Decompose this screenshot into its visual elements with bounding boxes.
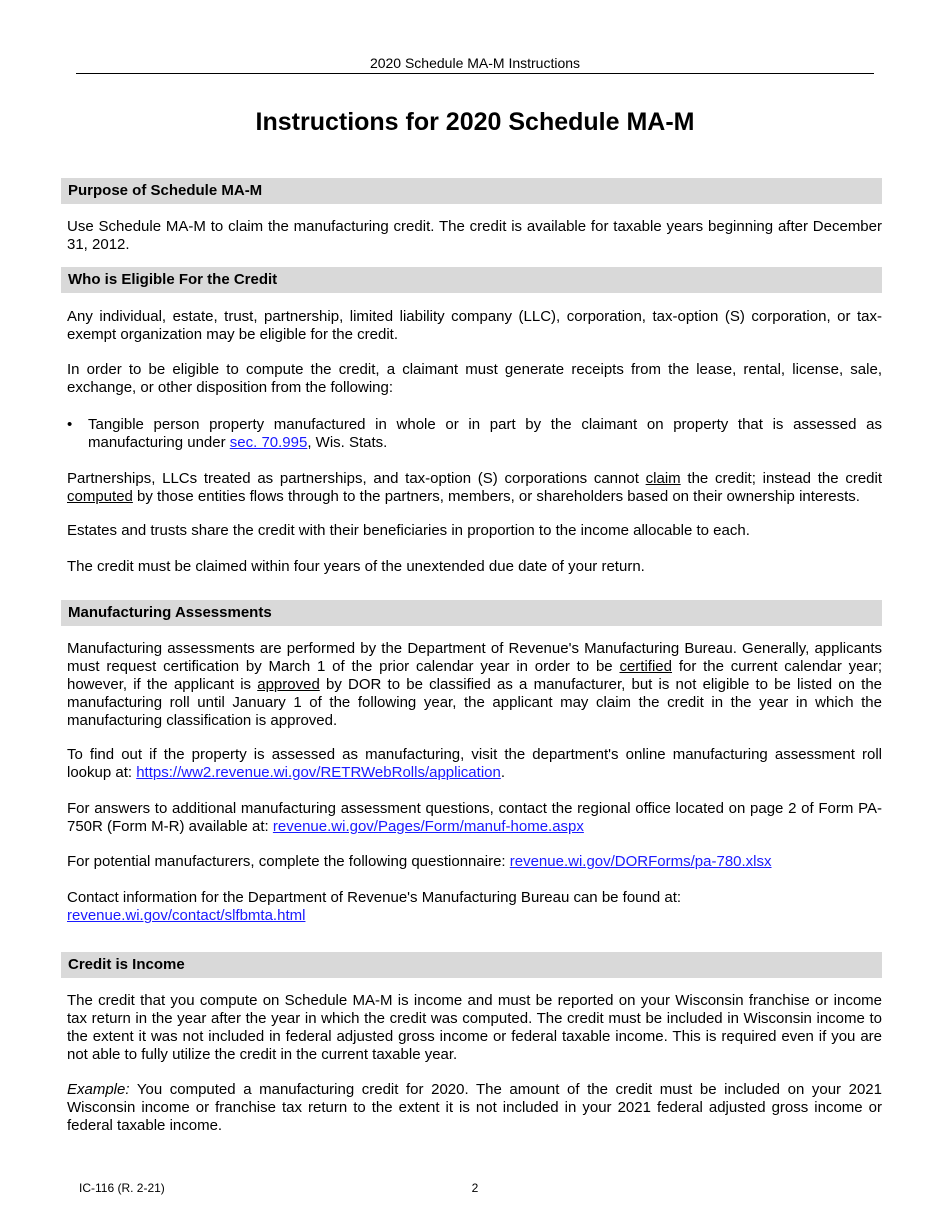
purpose-paragraph: Use Schedule MA-M to claim the manufacturing credit. The credit is available for taxable years beginning after December 31, 2012.: [67, 218, 882, 253]
eligible-paragraph-2: In order to be eligible to compute the credit, a claimant must generate receipts from the lease, rental, license, sale, exchange, or other disposition from the following:: [67, 361, 882, 396]
eligible-paragraph-1: Any individual, estate, trust, partnership, limited liability company (LLC), corporation, tax-option (S) corporation, or tax-exempt organization may be eligible for the credit.: [67, 308, 882, 343]
p3-text-a: Partnerships, LLCs treated as partnerships, and tax-option (S) corporations cannot: [67, 470, 646, 487]
form-id: IC-116 (R. 2-21): [79, 1181, 165, 1195]
section-heading-purpose: Purpose of Schedule MA-M: [61, 178, 882, 204]
p3-text-b: the credit; instead the credit: [680, 470, 883, 487]
assessments-paragraph-3: [67, 800, 882, 836]
assessments-paragraph-2: [67, 746, 882, 782]
a4-text-a: For potential manufacturers, complete the following questionnaire:: [67, 853, 510, 870]
example-text: You computed a manufacturing credit for 2020. The amount of the credit must be included on your 2021 Wisconsin income or franchise tax return to the extent it is not included in your 2021 federal adjusted gross income or federal taxable income.: [67, 1081, 882, 1134]
a5-text-a: Contact information for the Department of Revenue's Manufacturing Bureau can be found at:: [67, 889, 682, 906]
statute-link[interactable]: sec. 70.995: [229, 434, 308, 451]
running-header: 2020 Schedule MA-M Instructions: [76, 55, 874, 74]
eligible-paragraph-3: [67, 470, 882, 506]
p3-text-c: by those entities flows through to the partners, members, or shareholders based on their ownership interests.: [132, 488, 860, 505]
a1-text-a: Manufacturing assessments are performed by the Department of Revenue's Manufacturing Bureau. Generally, applicants must request certification by March 1 of the prior calendar year in order to be: [67, 640, 882, 675]
computed-underlined: computed: [67, 488, 133, 505]
eligible-paragraph-4: Estates and trusts share the credit with their beneficiaries in proportion to the income allocable to each.: [67, 522, 750, 539]
income-paragraph-1: The credit that you compute on Schedule MA-M is income and must be reported on your Wisconsin franchise or income tax return in the year after the year in which the credit was computed. The credit must be included in Wisconsin income to the extent it was not included in federal adjusted gross income or federal taxable income. This is required even if you are not able to fully utilize the credit in the current taxable year.: [67, 992, 882, 1063]
questionnaire-link[interactable]: revenue.wi.gov/DORForms/pa-780.xlsx: [509, 853, 772, 870]
income-paragraph-2: [67, 1081, 882, 1135]
manuf-home-link[interactable]: revenue.wi.gov/Pages/Form/manuf-home.aspx: [272, 818, 584, 835]
a2-text-b: .: [500, 764, 506, 781]
a1-text-c: by DOR to be classified as a manufacturer, but is not eligible to be listed on the manufacturing roll until January 1 of the following year, the applicant may claim the credit in the year in which the manufacturing classification is approved.: [67, 676, 882, 729]
contact-bureau-link[interactable]: revenue.wi.gov/contact/slfbmta.html: [67, 907, 306, 924]
page-number: 2: [471, 1181, 479, 1195]
section-heading-income: Credit is Income: [61, 952, 882, 978]
section-heading-eligible: Who is Eligible For the Credit: [61, 267, 882, 293]
assessments-paragraph-4: [67, 853, 882, 871]
bullet-text-end: , Wis. Stats.: [307, 434, 388, 451]
assessments-paragraph-1: [67, 640, 882, 730]
eligible-paragraph-5: The credit must be claimed within four years of the unextended due date of your return.: [67, 558, 645, 575]
approved-underlined: approved: [257, 676, 320, 693]
a1-text-b: for the current calendar year; however, if the applicant is: [67, 658, 883, 693]
roll-lookup-link[interactable]: https://ww2.revenue.wi.gov/RETRWebRolls/application: [136, 764, 501, 781]
example-label: Example:: [67, 1081, 130, 1098]
section-heading-assessments: Manufacturing Assessments: [61, 600, 882, 626]
bullet-marker: •: [67, 416, 73, 433]
certified-underlined: certified: [619, 658, 672, 675]
bullet-text-start: Tangible person property manufactured in whole or in part by the claimant on property that is assessed as manufacturing under: [88, 416, 882, 451]
a3-text-a: For answers to additional manufacturing assessment questions, contact the regional office located on page 2 of Form PA-750R (Form M-R) available at:: [67, 800, 882, 835]
page-title: Instructions for 2020 Schedule MA-M: [255, 108, 695, 136]
claim-underlined: claim: [645, 470, 681, 487]
eligible-bullet-item: [67, 416, 882, 452]
a2-text-a: To find out if the property is assessed as manufacturing, visit the department's online manufacturing assessment roll lookup at:: [67, 746, 882, 781]
assessments-paragraph-5: [67, 889, 882, 925]
